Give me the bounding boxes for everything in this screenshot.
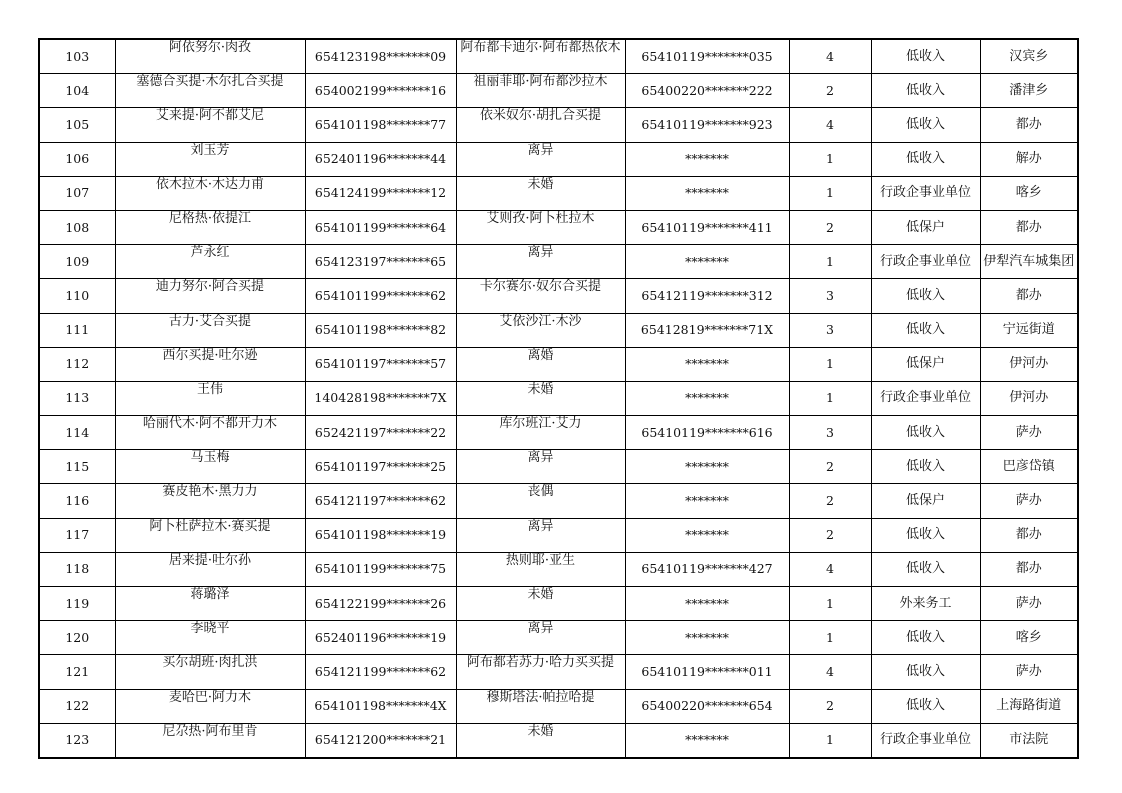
table-row [39,381,1078,415]
spouse-id-cell: 65410119*******923 [625,108,789,142]
spouse-cell: 库尔班江·艾力 [456,416,625,450]
table-row [39,621,1078,655]
household-size-cell: 4 [789,552,871,586]
spouse-cell: 未婚 [456,587,625,621]
id-number-cell: 654101197*******25 [305,450,456,484]
category-cell: 低保户 [871,347,980,381]
id-number-cell: 654002199*******16 [305,74,456,108]
applicant-name-cell: 刘玉芳 [115,142,305,176]
category-cell: 低收入 [871,689,980,723]
table-row [39,142,1078,176]
applicant-name-cell: 艾来提·阿不都艾尼 [115,108,305,142]
spouse-id-cell: 65400220*******222 [625,74,789,108]
table-row [39,245,1078,279]
location-cell: 伊河办 [980,347,1078,381]
applicant-name-cell: 阿依努尔·肉孜 [115,39,305,74]
spouse-id-cell: ******* [625,621,789,655]
id-number-cell: 654122199*******26 [305,587,456,621]
location-cell: 喀乡 [980,176,1078,210]
row-number-cell: 104 [39,74,115,108]
row-number-cell: 112 [39,347,115,381]
spouse-cell: 离婚 [456,347,625,381]
row-number-cell: 103 [39,39,115,74]
applicant-table [38,38,1079,759]
id-number-cell: 654121199*******62 [305,655,456,689]
table-row [39,39,1078,74]
category-cell: 低收入 [871,108,980,142]
category-cell: 低收入 [871,39,980,74]
household-size-cell: 2 [789,450,871,484]
applicant-name-cell: 芦永红 [115,245,305,279]
location-cell: 萨办 [980,416,1078,450]
table-row [39,210,1078,244]
spouse-id-cell: 65410119*******035 [625,39,789,74]
spouse-cell: 穆斯塔法·帕拉哈提 [456,689,625,723]
table-body [39,39,1078,758]
id-number-cell: 654101198*******82 [305,313,456,347]
row-number-cell: 117 [39,518,115,552]
applicant-name-cell: 哈丽代木·阿不都开力木 [115,416,305,450]
spouse-id-cell: ******* [625,142,789,176]
applicant-name-cell: 阿卜杜萨拉木·赛买提 [115,518,305,552]
id-number-cell: 654101197*******57 [305,347,456,381]
location-cell: 上海路街道 [980,689,1078,723]
id-number-cell: 654121200*******21 [305,723,456,758]
row-number-cell: 108 [39,210,115,244]
household-size-cell: 1 [789,245,871,279]
row-number-cell: 119 [39,587,115,621]
table-row [39,313,1078,347]
id-number-cell: 654101199*******62 [305,279,456,313]
category-cell: 低收入 [871,74,980,108]
category-cell: 低收入 [871,450,980,484]
applicant-name-cell: 西尔买提·吐尔逊 [115,347,305,381]
household-size-cell: 3 [789,313,871,347]
id-number-cell: 654101198*******4X [305,689,456,723]
category-cell: 低保户 [871,210,980,244]
row-number-cell: 113 [39,381,115,415]
spouse-cell: 艾依沙江·木沙 [456,313,625,347]
location-cell: 巴彦岱镇 [980,450,1078,484]
household-size-cell: 1 [789,381,871,415]
household-size-cell: 1 [789,176,871,210]
spouse-cell: 离异 [456,245,625,279]
spouse-cell: 离异 [456,518,625,552]
id-number-cell: 654123197*******65 [305,245,456,279]
spouse-cell: 未婚 [456,176,625,210]
category-cell: 低保户 [871,484,980,518]
applicant-name-cell: 居来提·吐尔孙 [115,552,305,586]
location-cell: 解办 [980,142,1078,176]
row-number-cell: 114 [39,416,115,450]
row-number-cell: 122 [39,689,115,723]
table-row [39,518,1078,552]
spouse-cell: 离异 [456,621,625,655]
household-size-cell: 1 [789,621,871,655]
table-row [39,416,1078,450]
spouse-cell: 阿布都卡迪尔·阿布都热依木 [456,39,625,74]
applicant-name-cell: 蒋璐泽 [115,587,305,621]
spouse-cell: 未婚 [456,381,625,415]
applicant-name-cell: 尼格热·依提江 [115,210,305,244]
spouse-id-cell: 65412819*******71X [625,313,789,347]
applicant-name-cell: 迪力努尔·阿合买提 [115,279,305,313]
row-number-cell: 105 [39,108,115,142]
document-sheet [38,38,1077,759]
spouse-id-cell: ******* [625,381,789,415]
table-row [39,74,1078,108]
table-row [39,689,1078,723]
id-number-cell: 654124199*******12 [305,176,456,210]
household-size-cell: 2 [789,210,871,244]
spouse-id-cell: ******* [625,518,789,552]
category-cell: 低收入 [871,313,980,347]
category-cell: 行政企事业单位 [871,245,980,279]
household-size-cell: 2 [789,74,871,108]
row-number-cell: 109 [39,245,115,279]
household-size-cell: 3 [789,416,871,450]
row-number-cell: 118 [39,552,115,586]
id-number-cell: 652421197*******22 [305,416,456,450]
table-row [39,484,1078,518]
spouse-id-cell: 65400220*******654 [625,689,789,723]
id-number-cell: 654123198*******09 [305,39,456,74]
household-size-cell: 4 [789,39,871,74]
category-cell: 低收入 [871,621,980,655]
table-row [39,176,1078,210]
location-cell: 萨办 [980,587,1078,621]
location-cell: 潘津乡 [980,74,1078,108]
spouse-cell: 依米奴尔·胡扎合买提 [456,108,625,142]
id-number-cell: 654101199*******75 [305,552,456,586]
household-size-cell: 2 [789,484,871,518]
table-row [39,587,1078,621]
location-cell: 汉宾乡 [980,39,1078,74]
category-cell: 低收入 [871,416,980,450]
applicant-name-cell: 尼尕热·阿布里肯 [115,723,305,758]
household-size-cell: 1 [789,587,871,621]
spouse-cell: 卡尔赛尔·奴尔合买提 [456,279,625,313]
household-size-cell: 1 [789,142,871,176]
spouse-id-cell: 65410119*******616 [625,416,789,450]
spouse-id-cell: ******* [625,347,789,381]
table-row [39,347,1078,381]
category-cell: 行政企事业单位 [871,381,980,415]
location-cell: 伊犁汽车城集团 [980,245,1078,279]
row-number-cell: 120 [39,621,115,655]
spouse-id-cell: ******* [625,176,789,210]
applicant-name-cell: 依木拉木·木达力甫 [115,176,305,210]
spouse-id-cell: 65410119*******011 [625,655,789,689]
location-cell: 都办 [980,518,1078,552]
table-row [39,108,1078,142]
category-cell: 外来务工 [871,587,980,621]
spouse-cell: 艾则孜·阿卜杜拉木 [456,210,625,244]
location-cell: 宁远街道 [980,313,1078,347]
applicant-name-cell: 塞德合买提·木尔扎合买提 [115,74,305,108]
table-row [39,279,1078,313]
household-size-cell: 1 [789,723,871,758]
category-cell: 低收入 [871,142,980,176]
table-row [39,552,1078,586]
applicant-name-cell: 马玉梅 [115,450,305,484]
id-number-cell: 652401196*******19 [305,621,456,655]
applicant-name-cell: 李晓平 [115,621,305,655]
household-size-cell: 2 [789,518,871,552]
location-cell: 萨办 [980,655,1078,689]
location-cell: 市法院 [980,723,1078,758]
category-cell: 行政企事业单位 [871,176,980,210]
location-cell: 喀乡 [980,621,1078,655]
spouse-id-cell: ******* [625,587,789,621]
household-size-cell: 3 [789,279,871,313]
spouse-id-cell: 65410119*******411 [625,210,789,244]
location-cell: 都办 [980,210,1078,244]
row-number-cell: 110 [39,279,115,313]
spouse-id-cell: ******* [625,723,789,758]
applicant-name-cell: 王伟 [115,381,305,415]
id-number-cell: 654121197*******62 [305,484,456,518]
id-number-cell: 652401196*******44 [305,142,456,176]
row-number-cell: 115 [39,450,115,484]
category-cell: 低收入 [871,279,980,313]
applicant-name-cell: 古力·艾合买提 [115,313,305,347]
spouse-cell: 热则耶·亚生 [456,552,625,586]
table-row [39,450,1078,484]
spouse-id-cell: ******* [625,484,789,518]
household-size-cell: 4 [789,655,871,689]
location-cell: 伊河办 [980,381,1078,415]
spouse-cell: 祖丽菲耶·阿布都沙拉木 [456,74,625,108]
table-row [39,655,1078,689]
location-cell: 都办 [980,552,1078,586]
spouse-id-cell: 65410119*******427 [625,552,789,586]
table-row [39,723,1078,758]
row-number-cell: 111 [39,313,115,347]
spouse-id-cell: 65412119*******312 [625,279,789,313]
row-number-cell: 123 [39,723,115,758]
applicant-name-cell: 赛皮艳木·黑力力 [115,484,305,518]
spouse-cell: 离异 [456,142,625,176]
applicant-name-cell: 买尔胡班·肉扎洪 [115,655,305,689]
row-number-cell: 116 [39,484,115,518]
category-cell: 行政企事业单位 [871,723,980,758]
row-number-cell: 107 [39,176,115,210]
spouse-cell: 阿布都若苏力·哈力买买提 [456,655,625,689]
spouse-cell: 丧偶 [456,484,625,518]
row-number-cell: 121 [39,655,115,689]
location-cell: 萨办 [980,484,1078,518]
location-cell: 都办 [980,279,1078,313]
household-size-cell: 1 [789,347,871,381]
id-number-cell: 654101199*******64 [305,210,456,244]
household-size-cell: 4 [789,108,871,142]
spouse-cell: 未婚 [456,723,625,758]
id-number-cell: 654101198*******77 [305,108,456,142]
spouse-id-cell: ******* [625,245,789,279]
spouse-cell: 离异 [456,450,625,484]
category-cell: 低收入 [871,552,980,586]
applicant-name-cell: 麦哈巴·阿力木 [115,689,305,723]
household-size-cell: 2 [789,689,871,723]
category-cell: 低收入 [871,518,980,552]
id-number-cell: 140428198*******7X [305,381,456,415]
spouse-id-cell: ******* [625,450,789,484]
id-number-cell: 654101198*******19 [305,518,456,552]
row-number-cell: 106 [39,142,115,176]
location-cell: 都办 [980,108,1078,142]
category-cell: 低收入 [871,655,980,689]
